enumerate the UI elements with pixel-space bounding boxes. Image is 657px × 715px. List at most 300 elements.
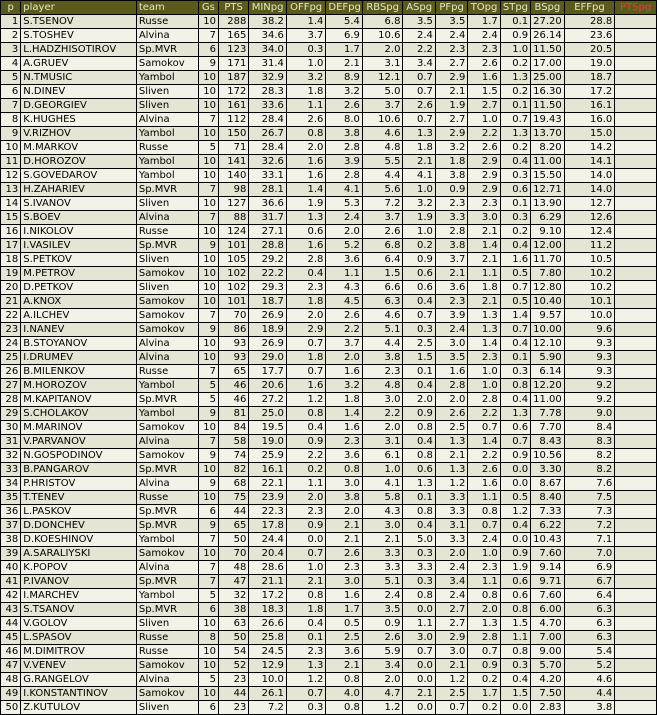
cell-rbspg: 7.2 xyxy=(362,197,403,211)
cell-player-name: I.NANEV xyxy=(21,323,137,337)
cell-gs: 5 xyxy=(198,393,218,407)
cell-player-name: G.RANGELOV xyxy=(21,673,137,687)
cell-effpg: 7.0 xyxy=(564,547,615,561)
table-row[interactable] xyxy=(1,477,657,491)
cell-rbspg: 5.5 xyxy=(362,155,403,169)
cell-defpg: 4.3 xyxy=(326,281,363,295)
cell-defpg: 2.1 xyxy=(326,659,363,673)
cell-aspg: 0.3 xyxy=(403,575,435,589)
cell-player-name: I.DRUMEV xyxy=(21,351,137,365)
table-row[interactable] xyxy=(1,155,657,169)
cell-stpg: 1.4 xyxy=(500,309,530,323)
table-row[interactable] xyxy=(1,659,657,673)
cell-team: Yambol xyxy=(136,71,198,85)
cell-effpg: 9.6 xyxy=(564,323,615,337)
cell-pfpg: 3.3 xyxy=(435,533,467,547)
cell-rbspg: 6.8 xyxy=(362,239,403,253)
cell-effpg: 6.7 xyxy=(564,575,615,589)
cell-team: Samokov xyxy=(136,267,198,281)
cell-stpg: 1.9 xyxy=(500,561,530,575)
cell-aspg: 0.9 xyxy=(403,253,435,267)
cell-minpg: 29.2 xyxy=(249,253,287,267)
cell-rbspg: 5.6 xyxy=(362,183,403,197)
cell-effpg: 4.6 xyxy=(564,673,615,687)
cell-defpg: 2.5 xyxy=(326,631,363,645)
cell-pts: 172 xyxy=(218,85,248,99)
cell-stpg: 0.3 xyxy=(500,365,530,379)
cell-bspg: 3.30 xyxy=(531,463,564,477)
cell-ptspg xyxy=(615,365,657,379)
col-header-team[interactable]: team xyxy=(136,1,198,15)
cell-pts: 52 xyxy=(218,659,248,673)
table-row[interactable] xyxy=(1,617,657,631)
cell-ptspg xyxy=(615,211,657,225)
table-row[interactable] xyxy=(1,267,657,281)
cell-ptspg xyxy=(615,687,657,701)
cell-pts: 105 xyxy=(218,253,248,267)
cell-pts: 102 xyxy=(218,281,248,295)
cell-pts: 38 xyxy=(218,603,248,617)
cell-stpg: 0.2 xyxy=(500,225,530,239)
cell-minpg: 21.1 xyxy=(249,575,287,589)
cell-ofpg: 2.8 xyxy=(286,253,326,267)
table-row[interactable] xyxy=(1,631,657,645)
cell-aspg: 1.0 xyxy=(403,183,435,197)
col-header-pts[interactable]: PTS xyxy=(218,1,248,15)
col-header-pfpg[interactable]: PFpg xyxy=(435,1,467,15)
cell-pts: 141 xyxy=(218,155,248,169)
col-header-defpg[interactable]: DEFpg xyxy=(326,1,363,15)
cell-minpg: 19.0 xyxy=(249,435,287,449)
cell-rbspg: 3.4 xyxy=(362,659,403,673)
cell-stpg: 1.3 xyxy=(500,71,530,85)
cell-team: Sliven xyxy=(136,253,198,267)
table-row[interactable] xyxy=(1,253,657,267)
table-row[interactable] xyxy=(1,365,657,379)
cell-pts: 75 xyxy=(218,491,248,505)
cell-ofpg: 2.0 xyxy=(286,141,326,155)
cell-pts: 50 xyxy=(218,631,248,645)
cell-pfpg: 3.6 xyxy=(435,281,467,295)
cell-ptspg xyxy=(615,309,657,323)
cell-player-name: H.ZAHARIEV xyxy=(21,183,137,197)
cell-defpg: 3.0 xyxy=(326,575,363,589)
cell-rbspg: 3.1 xyxy=(362,57,403,71)
cell-ptspg xyxy=(615,379,657,393)
cell-effpg: 9.2 xyxy=(564,379,615,393)
cell-team: Samokov xyxy=(136,295,198,309)
cell-minpg: 29.0 xyxy=(249,351,287,365)
cell-bspg: 10.56 xyxy=(531,449,564,463)
cell-ofpg: 1.8 xyxy=(286,85,326,99)
cell-topg: 2.4 xyxy=(468,29,500,43)
cell-ofpg: 1.6 xyxy=(286,379,326,393)
cell-topg: 2.1 xyxy=(468,253,500,267)
table-row[interactable] xyxy=(1,57,657,71)
cell-pts: 70 xyxy=(218,309,248,323)
cell-rank: 15 xyxy=(1,211,21,225)
table-row[interactable] xyxy=(1,141,657,155)
cell-pts: 48 xyxy=(218,561,248,575)
table-row[interactable] xyxy=(1,561,657,575)
cell-aspg: 1.1 xyxy=(403,617,435,631)
cell-team: Samokov xyxy=(136,547,198,561)
cell-pfpg: 2.0 xyxy=(435,393,467,407)
cell-team: Sp.MVR xyxy=(136,393,198,407)
table-row[interactable] xyxy=(1,463,657,477)
table-row[interactable] xyxy=(1,211,657,225)
cell-gs: 10 xyxy=(198,421,218,435)
cell-bspg: 11.50 xyxy=(531,43,564,57)
cell-bspg: 17.00 xyxy=(531,57,564,71)
cell-rank: 12 xyxy=(1,169,21,183)
cell-rbspg: 5.1 xyxy=(362,575,403,589)
cell-gs: 7 xyxy=(198,29,218,43)
cell-topg: 2.3 xyxy=(468,43,500,57)
cell-effpg: 5.2 xyxy=(564,659,615,673)
cell-defpg: 3.6 xyxy=(326,449,363,463)
table-row[interactable] xyxy=(1,85,657,99)
table-row[interactable] xyxy=(1,393,657,407)
cell-player-name: L.SPASOV xyxy=(21,631,137,645)
table-row[interactable] xyxy=(1,29,657,43)
cell-rbspg: 2.0 xyxy=(362,421,403,435)
cell-ofpg: 0.7 xyxy=(286,547,326,561)
cell-pts: 93 xyxy=(218,337,248,351)
cell-team: Sliven xyxy=(136,617,198,631)
cell-stpg: 0.9 xyxy=(500,449,530,463)
cell-stpg: 1.0 xyxy=(500,43,530,57)
cell-gs: 7 xyxy=(198,575,218,589)
cell-pfpg: 1.9 xyxy=(435,99,467,113)
cell-bspg: 9.10 xyxy=(531,225,564,239)
col-header-bspg[interactable]: BSpg xyxy=(531,1,564,15)
cell-pts: 47 xyxy=(218,575,248,589)
cell-pfpg: 1.3 xyxy=(435,463,467,477)
cell-minpg: 31.4 xyxy=(249,57,287,71)
cell-bspg: 25.00 xyxy=(531,71,564,85)
cell-bspg: 11.50 xyxy=(531,99,564,113)
cell-rbspg: 1.2 xyxy=(362,701,403,715)
table-row[interactable] xyxy=(1,673,657,687)
cell-defpg: 2.4 xyxy=(326,211,363,225)
cell-rank: 3 xyxy=(1,43,21,57)
cell-rank: 40 xyxy=(1,561,21,575)
table-row[interactable] xyxy=(1,589,657,603)
cell-ofpg: 1.0 xyxy=(286,561,326,575)
cell-aspg: 0.7 xyxy=(403,71,435,85)
cell-rank: 50 xyxy=(1,701,21,715)
cell-defpg: 2.8 xyxy=(326,169,363,183)
col-header-aspg[interactable]: ASpg xyxy=(403,1,435,15)
col-header-minpg[interactable]: MINpg xyxy=(249,1,287,15)
cell-pts: 171 xyxy=(218,57,248,71)
cell-defpg: 2.8 xyxy=(326,141,363,155)
cell-ptspg xyxy=(615,183,657,197)
table-row[interactable] xyxy=(1,533,657,547)
table-row[interactable] xyxy=(1,309,657,323)
col-header-stpg[interactable]: STpg xyxy=(500,1,530,15)
cell-topg: 1.3 xyxy=(468,617,500,631)
table-row[interactable] xyxy=(1,337,657,351)
table-row[interactable] xyxy=(1,99,657,113)
cell-topg: 1.0 xyxy=(468,379,500,393)
table-row[interactable] xyxy=(1,281,657,295)
cell-pfpg: 2.8 xyxy=(435,379,467,393)
cell-stpg: 0.7 xyxy=(500,323,530,337)
cell-pts: 140 xyxy=(218,169,248,183)
cell-rbspg: 3.0 xyxy=(362,519,403,533)
cell-ptspg xyxy=(615,141,657,155)
cell-rank: 11 xyxy=(1,155,21,169)
cell-rank: 29 xyxy=(1,407,21,421)
cell-bspg: 4.20 xyxy=(531,673,564,687)
cell-pts: 165 xyxy=(218,29,248,43)
cell-pts: 71 xyxy=(218,141,248,155)
cell-bspg: 7.60 xyxy=(531,589,564,603)
cell-defpg: 2.3 xyxy=(326,561,363,575)
cell-defpg: 3.9 xyxy=(326,155,363,169)
cell-topg: 0.7 xyxy=(468,645,500,659)
cell-rank: 10 xyxy=(1,141,21,155)
cell-defpg: 0.8 xyxy=(326,673,363,687)
cell-rank: 37 xyxy=(1,519,21,533)
cell-stpg: 0.0 xyxy=(500,477,530,491)
table-row[interactable] xyxy=(1,43,657,57)
cell-rbspg: 3.3 xyxy=(362,547,403,561)
cell-minpg: 32.6 xyxy=(249,155,287,169)
cell-rbspg: 1.0 xyxy=(362,463,403,477)
cell-minpg: 28.3 xyxy=(249,85,287,99)
col-header-ptspg[interactable]: PTSpg xyxy=(615,1,657,15)
table-row[interactable] xyxy=(1,183,657,197)
table-row[interactable] xyxy=(1,15,657,29)
cell-ptspg xyxy=(615,575,657,589)
cell-ptspg xyxy=(615,505,657,519)
cell-effpg: 10.0 xyxy=(564,309,615,323)
table-row[interactable] xyxy=(1,449,657,463)
cell-ofpg: 1.0 xyxy=(286,57,326,71)
cell-aspg: 3.4 xyxy=(403,57,435,71)
table-row[interactable] xyxy=(1,197,657,211)
cell-topg: 2.9 xyxy=(468,155,500,169)
col-header-rbspg[interactable]: RBSpg xyxy=(362,1,403,15)
cell-rank: 13 xyxy=(1,183,21,197)
cell-player-name: S.BOEV xyxy=(21,211,137,225)
cell-team: Sp.MVR xyxy=(136,183,198,197)
cell-ptspg xyxy=(615,421,657,435)
cell-aspg: 3.0 xyxy=(403,631,435,645)
table-row[interactable] xyxy=(1,547,657,561)
cell-pfpg: 3.3 xyxy=(435,505,467,519)
table-row[interactable] xyxy=(1,407,657,421)
cell-pfpg: 2.7 xyxy=(435,57,467,71)
cell-rbspg: 5.8 xyxy=(362,491,403,505)
cell-pts: 46 xyxy=(218,393,248,407)
cell-pfpg: 3.1 xyxy=(435,519,467,533)
cell-defpg: 3.6 xyxy=(326,645,363,659)
cell-minpg: 28.4 xyxy=(249,141,287,155)
cell-rank: 34 xyxy=(1,477,21,491)
table-body xyxy=(1,15,657,715)
table-row[interactable] xyxy=(1,421,657,435)
cell-pfpg: 1.6 xyxy=(435,365,467,379)
cell-player-name: K.POPOV xyxy=(21,561,137,575)
cell-pfpg: 2.4 xyxy=(435,561,467,575)
cell-rbspg: 3.0 xyxy=(362,393,403,407)
cell-bspg: 8.40 xyxy=(531,491,564,505)
cell-topg: 2.3 xyxy=(468,197,500,211)
cell-team: Yambol xyxy=(136,407,198,421)
table-row[interactable] xyxy=(1,379,657,393)
cell-topg: 2.2 xyxy=(468,407,500,421)
cell-bspg: 6.14 xyxy=(531,365,564,379)
cell-topg: 2.9 xyxy=(468,183,500,197)
col-header-gs[interactable]: Gs xyxy=(198,1,218,15)
cell-bspg: 11.00 xyxy=(531,155,564,169)
cell-pfpg: 3.8 xyxy=(435,239,467,253)
cell-aspg: 0.8 xyxy=(403,589,435,603)
table-row[interactable] xyxy=(1,491,657,505)
cell-aspg: 2.4 xyxy=(403,29,435,43)
cell-team: Russe xyxy=(136,225,198,239)
cell-player-name: D.GEORGIEV xyxy=(21,99,137,113)
cell-pts: 65 xyxy=(218,519,248,533)
table-row[interactable] xyxy=(1,575,657,589)
cell-pts: 63 xyxy=(218,617,248,631)
table-row[interactable] xyxy=(1,351,657,365)
cell-aspg: 0.7 xyxy=(403,309,435,323)
cell-rank: 21 xyxy=(1,295,21,309)
table-row[interactable] xyxy=(1,603,657,617)
cell-pfpg: 0.7 xyxy=(435,701,467,715)
cell-team: Sp.MVR xyxy=(136,575,198,589)
cell-aspg: 0.3 xyxy=(403,547,435,561)
table-row[interactable] xyxy=(1,505,657,519)
cell-rank: 23 xyxy=(1,323,21,337)
table-row[interactable] xyxy=(1,239,657,253)
cell-minpg: 32.9 xyxy=(249,71,287,85)
cell-ptspg xyxy=(615,351,657,365)
cell-player-name: S.TOSHEV xyxy=(21,29,137,43)
col-header-player[interactable]: player xyxy=(21,1,137,15)
col-header-ofpg[interactable]: OFFpg xyxy=(286,1,326,15)
cell-ptspg xyxy=(615,85,657,99)
cell-aspg: 0.6 xyxy=(403,281,435,295)
cell-bspg: 7.60 xyxy=(531,547,564,561)
cell-ptspg xyxy=(615,463,657,477)
cell-effpg: 8.2 xyxy=(564,463,615,477)
cell-topg: 0.2 xyxy=(468,701,500,715)
cell-minpg: 19.5 xyxy=(249,421,287,435)
cell-gs: 10 xyxy=(198,687,218,701)
cell-aspg: 0.7 xyxy=(403,645,435,659)
cell-ofpg: 0.6 xyxy=(286,225,326,239)
cell-topg: 0.9 xyxy=(468,659,500,673)
cell-gs: 7 xyxy=(198,211,218,225)
cell-pts: 54 xyxy=(218,645,248,659)
table-row[interactable] xyxy=(1,323,657,337)
col-header-effpg[interactable]: EFFpg xyxy=(564,1,615,15)
cell-player-name: S.CHOLAKOV xyxy=(21,407,137,421)
cell-defpg: 2.6 xyxy=(326,547,363,561)
cell-stpg: 0.4 xyxy=(500,673,530,687)
cell-team: Samokov xyxy=(136,421,198,435)
cell-ptspg xyxy=(615,449,657,463)
cell-team: Alvina xyxy=(136,337,198,351)
cell-ofpg: 1.3 xyxy=(286,659,326,673)
cell-ptspg xyxy=(615,701,657,715)
cell-stpg: 0.5 xyxy=(500,295,530,309)
cell-ptspg xyxy=(615,477,657,491)
cell-defpg: 0.8 xyxy=(326,463,363,477)
cell-team: Samokov xyxy=(136,449,198,463)
cell-defpg: 3.0 xyxy=(326,477,363,491)
table-row[interactable] xyxy=(1,169,657,183)
cell-rank: 36 xyxy=(1,505,21,519)
cell-topg: 0.8 xyxy=(468,589,500,603)
cell-rank: 18 xyxy=(1,253,21,267)
cell-ofpg: 0.4 xyxy=(286,421,326,435)
cell-minpg: 26.9 xyxy=(249,337,287,351)
cell-team: Sp.MVR xyxy=(136,43,198,57)
cell-bspg: 7.80 xyxy=(531,267,564,281)
cell-rank: 30 xyxy=(1,421,21,435)
table-row[interactable] xyxy=(1,519,657,533)
cell-stpg: 0.7 xyxy=(500,113,530,127)
cell-gs: 5 xyxy=(198,379,218,393)
cell-aspg: 0.0 xyxy=(403,659,435,673)
cell-ofpg: 1.2 xyxy=(286,673,326,687)
cell-topg: 1.3 xyxy=(468,323,500,337)
cell-ptspg xyxy=(615,673,657,687)
table-row[interactable] xyxy=(1,295,657,309)
cell-aspg: 0.4 xyxy=(403,519,435,533)
cell-topg: 2.6 xyxy=(468,463,500,477)
table-row[interactable] xyxy=(1,71,657,85)
col-header-topg[interactable]: TOpg xyxy=(468,1,500,15)
cell-pfpg: 3.7 xyxy=(435,253,467,267)
cell-aspg: 2.1 xyxy=(403,155,435,169)
table-row[interactable] xyxy=(1,701,657,715)
cell-stpg: 0.5 xyxy=(500,267,530,281)
cell-pfpg: 3.5 xyxy=(435,15,467,29)
cell-gs: 9 xyxy=(198,407,218,421)
cell-rank: 2 xyxy=(1,29,21,43)
table-row[interactable] xyxy=(1,435,657,449)
cell-rank: 35 xyxy=(1,491,21,505)
cell-topg: 2.8 xyxy=(468,393,500,407)
cell-pts: 124 xyxy=(218,225,248,239)
cell-topg: 1.7 xyxy=(468,687,500,701)
cell-rank: 20 xyxy=(1,281,21,295)
table-row[interactable] xyxy=(1,127,657,141)
cell-bspg: 12.80 xyxy=(531,281,564,295)
table-row[interactable] xyxy=(1,645,657,659)
cell-team: Alvina xyxy=(136,29,198,43)
cell-rbspg: 4.6 xyxy=(362,127,403,141)
cell-effpg: 16.1 xyxy=(564,99,615,113)
table-row[interactable] xyxy=(1,687,657,701)
col-header-p[interactable]: p xyxy=(1,1,21,15)
table-row[interactable] xyxy=(1,225,657,239)
cell-bspg: 9.57 xyxy=(531,309,564,323)
table-row[interactable] xyxy=(1,113,657,127)
cell-pts: 65 xyxy=(218,365,248,379)
cell-rbspg: 6.3 xyxy=(362,295,403,309)
cell-ofpg: 3.2 xyxy=(286,71,326,85)
cell-pts: 101 xyxy=(218,239,248,253)
